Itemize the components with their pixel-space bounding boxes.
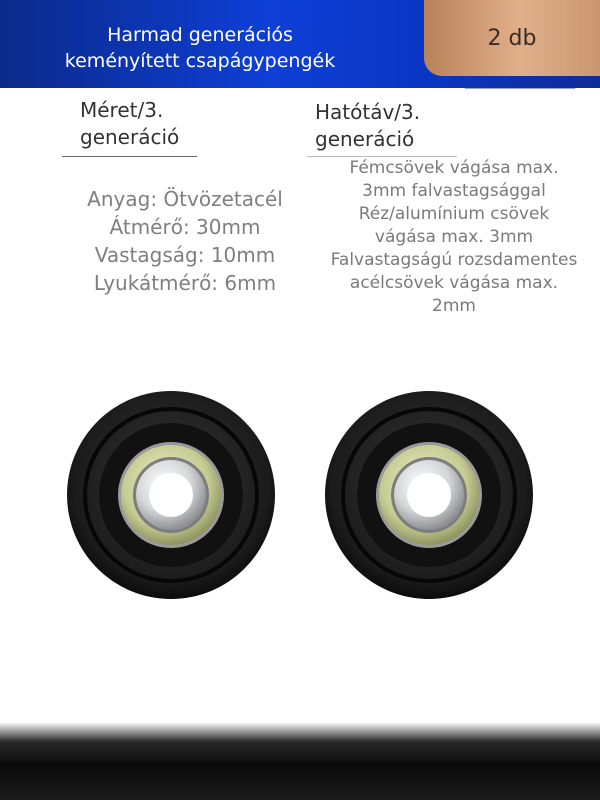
spec-thickness: Vastagság: 10mm <box>94 243 276 267</box>
range-line: 3mm falvastagsággal <box>362 181 546 201</box>
product-title-line1: Harmad generációs <box>107 24 293 46</box>
range-line: 2mm <box>432 296 476 316</box>
bearing-wheel-icon <box>66 390 276 600</box>
divider <box>62 156 197 157</box>
range-heading-line1: Hatótáv/3. <box>315 100 421 124</box>
bearing-wheel-icon <box>324 390 534 600</box>
spec-diameter: Átmérő: 30mm <box>109 215 261 239</box>
quantity-label: 2 db <box>487 26 537 51</box>
product-title <box>20 22 380 74</box>
product-title-line2: keményített csapágypengék <box>64 50 336 72</box>
range-line: acélcsövek vágása max. <box>349 273 559 293</box>
range-line: Réz/alumínium csövek <box>358 204 550 224</box>
size-heading-line1: Méret/3. <box>80 98 164 122</box>
spec-material: Anyag: Ötvözetacél <box>87 187 283 211</box>
divider <box>465 88 575 89</box>
range-line: vágása max. 3mm <box>374 227 534 247</box>
footer-band <box>0 722 600 800</box>
range-line: Falvastagságú rozsdamentes <box>330 250 578 270</box>
quantity-badge <box>424 0 600 76</box>
size-heading <box>80 97 200 151</box>
range-heading <box>315 99 435 153</box>
range-line: Fémcsövek vágása max. <box>349 158 559 178</box>
cutting-range-list <box>318 157 590 318</box>
range-heading-line2: generáció <box>315 127 415 151</box>
spec-list <box>60 185 310 297</box>
size-heading-line2: generáció <box>80 125 180 149</box>
spec-hole-diameter: Lyukátmérő: 6mm <box>93 271 277 295</box>
